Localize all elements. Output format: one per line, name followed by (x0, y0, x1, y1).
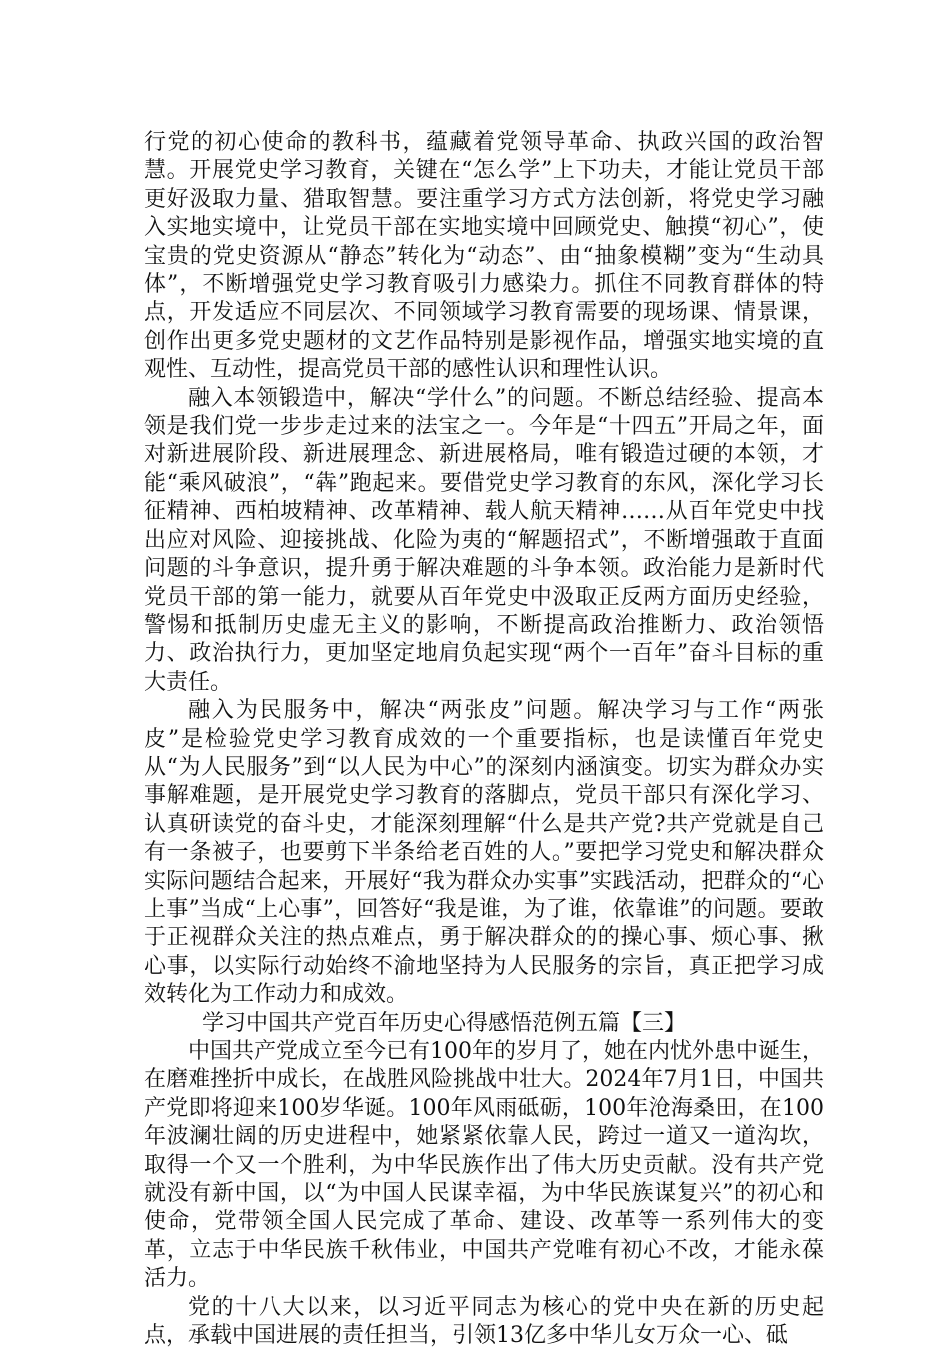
paragraph-skill-forging: 融入本领锻造中，解决“学什么”的问题。不断总结经验、提高本领是我们党一步步走过来的法宝之一。今年是“十四五”开局之年，面对新进展阶段、新进展理念、新进展格局，唯有锻造过硬的本领，才能“乘风破浪”，“犇”跑起来。要借党史学习教育的东风，深化学习长征精神、西柏坡精神、改革精神、载人航天精神……从百年党史中找出应对风险、迎接挑战、化险为夷的“解题招式”，不断增强敢于直面问题的斗争意识，提升勇于解决难题的斗争本领。政治能力是新时代党员干部的第一能力，就要从百年党史中汲取正反两方面历史经验，警惕和抵制历史虚无主义的影响，不断提高政治推断力、政治领悟力、政治执行力，更加坚定地肩负起实现“两个一百年”奋斗目标的重大责任。 (144, 385, 824, 695)
document-page (144, 129, 824, 1350)
paragraph-party-centenary: 中国共产党成立至今已有100年的岁月了，她在内忧外患中诞生，在磨难挫折中成长，在战胜风险挑战中壮大。2024年7月1日，中国共产党即将迎来100岁华诞。100年风雨砥砺，100年沧海桑田，在100年波澜壮阔的历史进程中，她紧紧依靠人民，跨过一道又一道沟坎，取得一个又一个胜利，为中华民族作出了伟大历史贡献。没有共产党就没有新中国，以“为中国人民谋幸福，为中华民族谋复兴”的初心和使命，党带领全国人民完成了革命、建设、改革等一系列伟大的变革，立志于中华民族千秋伟业，中国共产党唯有初心不改，才能永葆活力。 (144, 1039, 824, 1292)
section-heading: 学习中国共产党百年历史心得感悟范例五篇【三】 (202, 1010, 687, 1036)
paragraph-continuation: 行党的初心使命的教科书，蕴藏着党领导革命、执政兴国的政治智慧。开展党史学习教育，关键在“怎么学”上下功夫，才能让党员干部更好汲取力量、猎取智慧。要注重学习方式方法创新，将党史学习融入实地实境中，让党员干部在实地实境中回顾党史、触摸“初心”，使宝贵的党史资源从“静态”转化为“动态”、由“抽象模糊”变为“生动具体”，不断增强党史学习教育吸引力感染力。抓住不同教育群体的特点，开发适应不同层次、不同领域学习教育需要的现场课、情景课，创作出更多党史题材的文艺作品特别是影视作品，增强实地实境的直观性、互动性，提高党员干部的感性认识和理性认识。 (144, 130, 824, 383)
paragraph-eighteenth-congress: 党的十八大以来，以习近平同志为核心的党中央在新的历史起点，承载中国进展的责任担当，引领13亿多中华儿女万众一心、砥 (144, 1294, 824, 1349)
paragraph-serving-people: 融入为民服务中，解决“两张皮”问题。解决学习与工作“两张皮”是检验党史学习教育成效的一个重要指标，也是读懂百年党史从“为人民服务”到“以人民为中心”的深刻内涵演变。切实为群众办实事解难题，是开展党史学习教育的落脚点，党员干部只有深化学习、认真研读党的奋斗史，才能深刻理解“什么是共产党?共产党就是自己有一条被子，也要剪下半条给老百姓的人。”要把学习党史和解决群众实际问题结合起来，开展好“我为群众办实事”实践活动，把群众的“心上事”当成“上心事”，回答好“我是谁，为了谁，依靠谁”的问题。要敢于正视群众关注的热点难点，勇于解决群众的的操心事、烦心事、揪心事，以实际行动始终不渝地坚持为人民服务的宗旨，真正把学习成效转化为工作动力和成效。 (144, 698, 824, 1008)
